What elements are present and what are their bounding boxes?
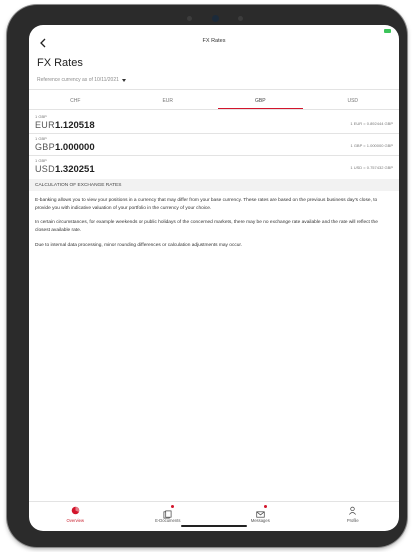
caret-down-icon	[122, 79, 126, 82]
notification-badge	[171, 505, 174, 508]
tab-usd[interactable]	[307, 89, 400, 109]
info-paragraph: E-banking allows you to view your positions in a currency that may differ from your base currency. These rates are based on the previous business day's close, to provide you with indicative valuation of your portfolio in the currency of your choice.	[35, 198, 378, 212]
nav-title: FX Rates	[202, 38, 226, 44]
battery-icon	[384, 29, 391, 33]
rate-row-usd	[29, 155, 399, 177]
rate-currency-code: USD	[35, 164, 55, 174]
rate-row-gbp	[29, 133, 399, 155]
nav-label: Profile	[346, 518, 359, 523]
documents-icon	[163, 510, 172, 519]
messages-icon	[256, 510, 265, 519]
reference-currency-label: Reference currency as of 10/11/2021	[37, 77, 119, 83]
nav-label: E-Documents	[155, 518, 181, 523]
currency-tabs	[29, 89, 399, 109]
rate-value: 1.320251	[55, 163, 95, 175]
section-header	[29, 179, 399, 191]
rate-currency-code: GBP	[35, 142, 55, 152]
documents-icon-wrapper	[163, 506, 172, 515]
sensor-dot	[238, 16, 243, 21]
divider	[29, 109, 399, 110]
tab-label: EUR	[162, 98, 174, 104]
nav-item-overview[interactable]	[29, 502, 122, 531]
nav-item-profile[interactable]	[307, 502, 400, 531]
rate-row-eur	[29, 111, 399, 133]
rate-equivalent: 1 GBP = 1.000000 GBP	[350, 143, 393, 148]
tablet-frame	[7, 5, 407, 547]
tab-chf[interactable]	[29, 89, 122, 109]
tab-gbp[interactable]	[214, 89, 307, 109]
info-paragraph: Due to internal data processing, minor rounding differences or calculation adjustments may occur.	[35, 243, 243, 248]
tab-label: GBP	[254, 98, 266, 104]
home-indicator	[181, 525, 247, 527]
info-paragraph: In certain circumstances, for example weekends or public holidays of the concerned markets, there may be no exchange rate available and the rate will reflect the closest available rate.	[35, 220, 378, 234]
navigation-bar	[29, 35, 399, 51]
app-screen	[29, 25, 399, 531]
rate-equivalent: 1 EUR = 0.892444 GBP	[350, 121, 393, 126]
overview-icon	[71, 506, 80, 515]
sensor-dot	[187, 16, 192, 21]
rate-value: 1.120518	[55, 119, 95, 131]
messages-icon-wrapper	[256, 506, 265, 515]
reference-currency-selector[interactable]	[37, 77, 126, 83]
profile-icon	[348, 506, 357, 515]
tab-label: USD	[347, 98, 359, 104]
rate-value: 1.000000	[55, 141, 95, 153]
tab-label: CHF	[70, 98, 81, 104]
rate-unit: 1 GBP	[35, 158, 47, 163]
rate-equivalent: 1 USD = 0.757432 GBP	[350, 165, 393, 170]
nav-label: Overview	[66, 518, 84, 523]
camera-bar	[187, 14, 243, 22]
rate-unit: 1 GBP	[35, 114, 47, 119]
page-title: FX Rates	[37, 57, 83, 69]
rate-unit: 1 GBP	[35, 136, 47, 141]
notification-badge	[264, 505, 267, 508]
section-title: CALCULATION OF EXCHANGE RATES	[35, 182, 122, 188]
nav-label: Messages	[250, 518, 270, 523]
tab-eur[interactable]	[122, 89, 215, 109]
rate-currency-code: EUR	[35, 120, 55, 130]
camera-icon	[212, 15, 219, 22]
